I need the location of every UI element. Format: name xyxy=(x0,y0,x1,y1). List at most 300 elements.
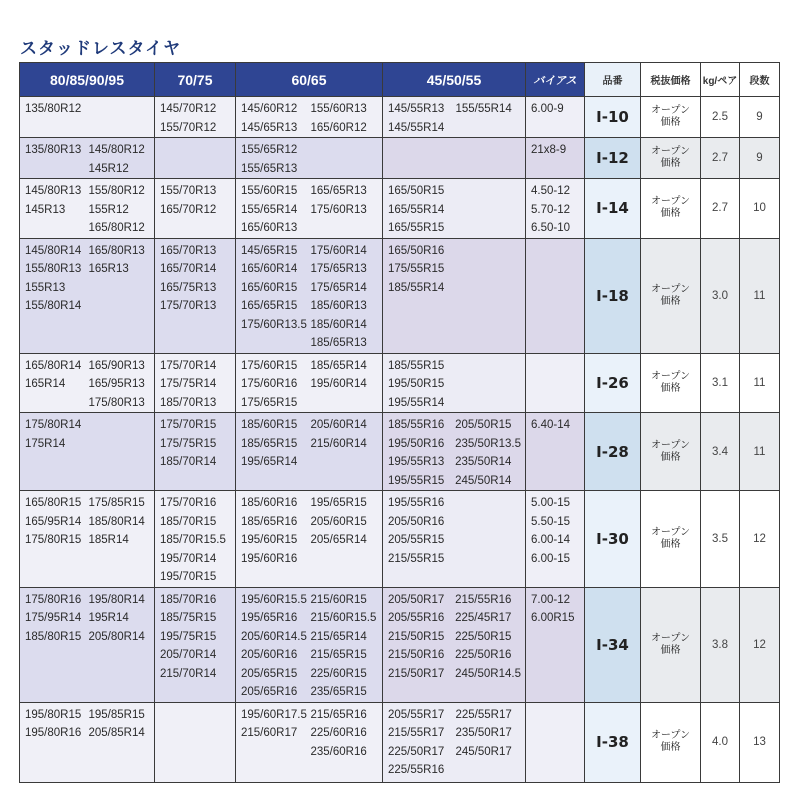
tire-size: 155/70R13 xyxy=(160,185,217,197)
tire-size: 215/50R17 xyxy=(388,667,445,680)
price-cell xyxy=(641,491,701,588)
tire-size: 145R13 xyxy=(25,203,66,216)
price-label: 価格 xyxy=(660,382,681,394)
tire-size: 205/60R14 xyxy=(310,419,367,431)
tire-size: 185/65R15 xyxy=(241,437,298,450)
header-price: 税抜価格 xyxy=(641,63,701,97)
tire-size: 145/65R15 xyxy=(241,244,298,257)
tire-size: 215/60R15.5 xyxy=(310,612,377,624)
tire-size: 165/60R15 xyxy=(241,281,298,294)
tire-size xyxy=(456,219,522,238)
tire-size: 165/90R13 xyxy=(88,359,145,372)
tire-size: 155/70R12 xyxy=(160,121,217,134)
tire-size: 225/50R17 xyxy=(388,745,445,758)
tire-size xyxy=(311,219,379,238)
tire-size: 225/60R16 xyxy=(310,727,367,739)
tire-size: 6.00-9 xyxy=(531,103,564,115)
cell-c80 xyxy=(20,491,155,588)
model-number: I-14 xyxy=(585,179,641,239)
tire-size: 5.00-15 xyxy=(531,497,571,509)
tire-size xyxy=(311,394,379,413)
tire-size: 235/50R17 xyxy=(455,727,512,739)
tire-size: 135/80R13 xyxy=(25,144,82,156)
table-row xyxy=(20,491,780,588)
tire-size: 185/65R13 xyxy=(310,337,367,349)
tire-size xyxy=(456,279,522,298)
tire-size xyxy=(25,394,87,413)
tire-size: 185/70R13 xyxy=(160,396,217,409)
tire-size: 175/55R15 xyxy=(388,263,445,275)
cell-c70 xyxy=(155,138,236,179)
cell-c60 xyxy=(236,238,383,353)
tire-size: 145/80R12 xyxy=(88,144,145,156)
tire-size: 165/95R13 xyxy=(88,378,145,390)
tire-size: 175/65R14 xyxy=(310,281,367,294)
tire-size: 5.70-12 xyxy=(531,203,571,216)
tire-size: 185/55R14 xyxy=(388,281,445,294)
steps-value: 10 xyxy=(740,179,780,239)
tire-size: 175/80R13 xyxy=(88,396,145,409)
tire-size: 165R14 xyxy=(25,378,66,390)
tire-size: 165/60R14 xyxy=(241,263,298,275)
tire-size xyxy=(241,334,309,353)
tire-size: 165/95R14 xyxy=(25,515,82,528)
cell-c70 xyxy=(155,702,236,782)
cell-c60 xyxy=(236,413,383,491)
tire-size: 205/85R14 xyxy=(88,727,145,739)
tire-size: 145/70R12 xyxy=(160,103,217,115)
price-open: オープン xyxy=(650,105,691,116)
tire-size: 195/60R14 xyxy=(310,378,367,390)
cell-c45 xyxy=(383,97,526,138)
tire-size: 155R12 xyxy=(88,203,129,216)
price-cell xyxy=(641,702,701,782)
tire-size xyxy=(89,100,151,119)
tire-size: 215/60R15 xyxy=(310,593,367,606)
tire-size: 175/75R15 xyxy=(160,437,217,450)
tire-size: 205/80R14 xyxy=(88,630,145,643)
weight-value: 4.0 xyxy=(701,702,740,782)
tire-size xyxy=(25,219,87,238)
weight-value: 2.7 xyxy=(701,138,740,179)
tire-size: 165/60R12 xyxy=(310,121,367,134)
cell-bias xyxy=(526,97,585,138)
tire-size xyxy=(456,531,522,550)
tire-size: 175/70R16 xyxy=(160,497,217,509)
tire-size: 165R13 xyxy=(88,263,129,275)
tire-size: 175/60R13.5 xyxy=(241,318,307,331)
tire-size: 195/50R16 xyxy=(388,437,445,450)
tire-size: 21x8-9 xyxy=(531,144,567,156)
tire-size: 185/55R15 xyxy=(388,359,445,372)
tire-size: 195/70R14 xyxy=(160,552,217,565)
tire-size: 205/50R16 xyxy=(388,515,445,528)
cell-c45 xyxy=(383,179,526,239)
header-row xyxy=(20,63,780,97)
tire-size: 6.40-14 xyxy=(531,419,571,431)
tire-size: 215/65R16 xyxy=(310,708,367,721)
cell-c70 xyxy=(155,413,236,491)
tire-size: 165/55R14 xyxy=(388,203,445,216)
tire-size: 175/60R16 xyxy=(241,378,298,390)
tire-size: 205/60R16 xyxy=(241,649,298,661)
header-80-85-90-95: 80/85/90/95 xyxy=(20,63,155,97)
model-number: I-26 xyxy=(585,353,641,413)
steps-value: 12 xyxy=(740,491,780,588)
header-45-50-55: 45/50/55 xyxy=(383,63,526,97)
cell-c45 xyxy=(383,491,526,588)
cell-c60 xyxy=(236,491,383,588)
price-open: オープン xyxy=(650,283,691,295)
tire-size: 155/65R12 xyxy=(241,144,298,156)
tire-size: 185/60R13 xyxy=(310,300,367,312)
table-row xyxy=(20,413,780,491)
tire-size: 215/65R15 xyxy=(310,649,367,661)
tire-size: 185/65R16 xyxy=(241,515,298,528)
tire-size: 195/80R15 xyxy=(25,708,82,721)
tire-size: 175/60R13 xyxy=(310,203,367,216)
tire-size: 165/50R15 xyxy=(388,185,445,197)
tire-size: 155/60R15 xyxy=(241,185,298,197)
tire-size: 185/70R14 xyxy=(160,456,217,468)
tire-size: 175/80R15 xyxy=(25,534,82,546)
steps-value: 11 xyxy=(740,353,780,413)
cell-c45 xyxy=(383,238,526,353)
tire-size: 175R14 xyxy=(25,437,66,450)
tire-size: 175/80R16 xyxy=(25,593,82,606)
tire-size: 165/70R14 xyxy=(160,263,217,275)
price-cell xyxy=(641,413,701,491)
tire-chain-size-table xyxy=(19,62,780,783)
table-row xyxy=(20,587,780,702)
cell-c45 xyxy=(383,702,526,782)
cell-c45 xyxy=(383,413,526,491)
tire-size: 225/60R15 xyxy=(310,667,367,680)
cell-bias xyxy=(526,179,585,239)
tire-size: 195/60R15 xyxy=(241,534,298,546)
weight-value: 3.8 xyxy=(701,587,740,702)
tire-size: 195/65R14 xyxy=(241,456,298,468)
tire-size xyxy=(311,453,379,472)
tire-size: 195/70R15 xyxy=(160,571,217,583)
price-open: オープン xyxy=(650,730,691,741)
cell-c60 xyxy=(236,353,383,413)
cell-c70 xyxy=(155,238,236,353)
header-60-65: 60/65 xyxy=(236,63,383,97)
tire-size xyxy=(25,160,87,179)
tire-size: 205/55R16 xyxy=(388,612,445,624)
tire-size xyxy=(456,394,522,413)
cell-bias xyxy=(526,138,585,179)
tire-size: 175/80R14 xyxy=(25,419,82,431)
tire-size: 195/55R15 xyxy=(388,474,445,487)
tire-size: 185/70R15.5 xyxy=(160,534,226,546)
tire-size: 185/80R15 xyxy=(25,630,82,643)
cell-c60 xyxy=(236,179,383,239)
weight-value: 2.5 xyxy=(701,97,740,138)
tire-size: 185/65R14 xyxy=(310,359,367,372)
price-cell xyxy=(641,587,701,702)
tire-size: 145/55R14 xyxy=(388,121,445,134)
price-open: オープン xyxy=(650,632,691,644)
cell-c70 xyxy=(155,179,236,239)
tire-size: 195/65R16 xyxy=(241,612,298,624)
tire-size: 205/50R17 xyxy=(388,593,445,606)
tire-size xyxy=(456,513,522,532)
tire-size: 225/50R15 xyxy=(455,630,512,643)
tire-size: 195/55R14 xyxy=(388,396,445,409)
tire-size: 145/60R12 xyxy=(241,103,298,115)
tire-size: 195R14 xyxy=(88,612,129,624)
tire-size: 155/80R14 xyxy=(25,300,82,312)
tire-size: 205/60R15 xyxy=(310,515,367,528)
tire-size: 175/70R15 xyxy=(160,419,217,431)
cell-c80 xyxy=(20,413,155,491)
header-model-number: 品番 xyxy=(585,63,641,97)
tire-size xyxy=(89,435,151,454)
cell-c80 xyxy=(20,702,155,782)
tire-size: 215/65R14 xyxy=(310,630,367,643)
cell-c60 xyxy=(236,138,383,179)
model-number: I-34 xyxy=(585,587,641,702)
tire-size xyxy=(456,550,522,569)
price-label: 価格 xyxy=(660,644,681,656)
steps-value: 12 xyxy=(740,587,780,702)
model-number: I-18 xyxy=(585,238,641,353)
tire-size: 205/60R14.5 xyxy=(241,630,307,643)
weight-value: 3.4 xyxy=(701,413,740,491)
cell-c60 xyxy=(236,702,383,782)
model-number: I-12 xyxy=(585,138,641,179)
tire-size: 175/60R14 xyxy=(310,244,367,257)
tire-size: 185/75R15 xyxy=(160,612,217,624)
tire-size: 215/60R17 xyxy=(241,727,298,739)
tire-size xyxy=(456,494,522,513)
tire-size: 235/50R14 xyxy=(455,456,512,468)
tire-size: 215/50R15 xyxy=(388,630,445,643)
table-row xyxy=(20,353,780,413)
tire-size: 195/80R16 xyxy=(25,727,82,739)
tire-size: 165/70R13 xyxy=(160,244,217,257)
model-number: I-38 xyxy=(585,702,641,782)
tire-size: 235/60R16 xyxy=(310,745,367,758)
steps-value: 11 xyxy=(740,238,780,353)
tire-size: 215/70R14 xyxy=(160,667,217,680)
model-number: I-10 xyxy=(585,97,641,138)
tire-size: 225/55R17 xyxy=(455,708,512,721)
tire-size: 185/80R14 xyxy=(88,515,145,528)
model-number: I-30 xyxy=(585,491,641,588)
tire-size: 155/65R13 xyxy=(241,162,298,175)
cell-c80 xyxy=(20,97,155,138)
tire-size: 205/65R15 xyxy=(241,667,298,680)
tire-size: 215/60R14 xyxy=(310,437,367,450)
tire-size xyxy=(456,375,522,394)
table-row xyxy=(20,97,780,138)
tire-size: 145/55R13 xyxy=(388,103,445,115)
tire-size xyxy=(241,743,309,762)
cell-c70 xyxy=(155,491,236,588)
tire-size: 195/75R15 xyxy=(160,630,217,643)
tire-size: 235/50R13.5 xyxy=(455,437,521,450)
tire-size: 205/65R14 xyxy=(310,534,367,546)
tire-size: 175/70R14 xyxy=(160,359,217,372)
tire-size: 205/65R16 xyxy=(241,686,298,698)
tire-size: 6.00R15 xyxy=(531,612,575,624)
tire-size: 155/60R13 xyxy=(310,103,367,115)
price-label: 価格 xyxy=(660,538,681,550)
page-title: スタッドレスタイヤ xyxy=(20,39,182,59)
cell-bias xyxy=(526,413,585,491)
tire-size: 205/50R15 xyxy=(455,419,512,431)
price-label: 価格 xyxy=(660,742,681,753)
header-steps: 段数 xyxy=(740,63,780,97)
tire-size: 155/55R14 xyxy=(455,103,512,115)
steps-value: 9 xyxy=(740,138,780,179)
tire-size: 185/70R15 xyxy=(160,515,217,528)
price-open: オープン xyxy=(650,196,691,208)
tire-size: 215/55R17 xyxy=(388,727,445,739)
cell-c45 xyxy=(383,138,526,179)
tire-size xyxy=(456,201,522,220)
price-cell xyxy=(641,97,701,138)
tire-size: 185/60R16 xyxy=(241,497,298,509)
cell-c80 xyxy=(20,238,155,353)
tire-size: 175/70R13 xyxy=(160,300,217,312)
tire-size: 5.50-15 xyxy=(531,515,571,528)
cell-c80 xyxy=(20,587,155,702)
tire-size: 145/80R13 xyxy=(25,185,82,197)
tire-size: 165/80R12 xyxy=(88,222,145,234)
tire-size xyxy=(311,160,379,179)
table-row xyxy=(20,238,780,353)
header-weight: kg/ペア xyxy=(701,63,740,97)
tire-size xyxy=(311,141,379,160)
steps-value: 13 xyxy=(740,702,780,782)
cell-bias xyxy=(526,491,585,588)
tire-size: 175/65R13 xyxy=(310,263,367,275)
price-label: 価格 xyxy=(660,117,681,128)
table-row xyxy=(20,179,780,239)
tire-size xyxy=(89,297,151,316)
tire-size: 155/80R12 xyxy=(88,185,145,197)
tire-size: 225/50R16 xyxy=(455,649,512,661)
tire-size: 6.00-14 xyxy=(531,534,571,546)
table-row xyxy=(20,702,780,782)
tire-size: 225/55R16 xyxy=(388,764,445,776)
weight-value: 3.5 xyxy=(701,491,740,588)
tire-size: 235/65R15 xyxy=(310,686,367,698)
model-number: I-28 xyxy=(585,413,641,491)
price-label: 価格 xyxy=(660,208,681,220)
tire-size: 155/65R14 xyxy=(241,203,298,216)
tire-size: 215/55R15 xyxy=(388,552,445,565)
cell-c70 xyxy=(155,587,236,702)
tire-size: 185/60R15 xyxy=(241,419,298,431)
price-open: オープン xyxy=(650,439,691,451)
cell-c70 xyxy=(155,97,236,138)
steps-value: 11 xyxy=(740,413,780,491)
tire-size xyxy=(311,550,379,569)
tire-size: 145/80R14 xyxy=(25,244,82,257)
cell-bias xyxy=(526,238,585,353)
tire-size xyxy=(89,416,151,435)
price-label: 価格 xyxy=(660,158,681,169)
price-cell xyxy=(641,138,701,179)
header-bias: バイアス xyxy=(526,63,585,97)
cell-c80 xyxy=(20,353,155,413)
tire-size: 175/75R14 xyxy=(160,378,217,390)
weight-value: 3.0 xyxy=(701,238,740,353)
tire-size: 145R12 xyxy=(88,162,129,175)
tire-size xyxy=(89,279,151,298)
tire-size: 165/70R12 xyxy=(160,203,217,216)
cell-c70 xyxy=(155,353,236,413)
steps-value: 9 xyxy=(740,97,780,138)
tire-size: 165/75R13 xyxy=(160,281,217,294)
tire-size xyxy=(456,242,522,261)
cell-c60 xyxy=(236,97,383,138)
tire-size: 165/50R16 xyxy=(388,244,445,257)
tire-size: 195/60R17.5 xyxy=(241,708,307,721)
price-cell xyxy=(641,353,701,413)
tire-size xyxy=(456,260,522,279)
tire-size: 165/65R15 xyxy=(241,300,298,312)
cell-c80 xyxy=(20,179,155,239)
tire-size: 175/95R14 xyxy=(25,612,82,624)
tire-size: 4.50-12 xyxy=(531,185,571,197)
tire-size: 7.00-12 xyxy=(531,593,571,606)
tire-size: 145/65R13 xyxy=(241,121,298,134)
tire-size: 195/80R14 xyxy=(88,593,145,606)
price-label: 価格 xyxy=(660,451,681,463)
price-open: オープン xyxy=(650,146,691,157)
tire-size: 175/60R15 xyxy=(241,359,298,372)
tire-size: 195/50R15 xyxy=(388,378,445,390)
tire-size: 245/50R14 xyxy=(455,474,512,487)
tire-size: 175/65R15 xyxy=(241,396,298,409)
weight-value: 3.1 xyxy=(701,353,740,413)
weight-value: 2.7 xyxy=(701,179,740,239)
tire-size: 245/50R14.5 xyxy=(455,667,521,680)
tire-size: 155/80R13 xyxy=(25,263,82,275)
price-cell xyxy=(641,238,701,353)
tire-size: 215/50R16 xyxy=(388,649,445,661)
cell-c60 xyxy=(236,587,383,702)
tire-size: 165/60R13 xyxy=(241,222,298,234)
tire-size xyxy=(456,761,522,780)
table-row xyxy=(20,138,780,179)
tire-size: 135/80R12 xyxy=(25,103,82,115)
header-70-75: 70/75 xyxy=(155,63,236,97)
tire-size: 185R14 xyxy=(88,534,129,546)
tire-size: 185/55R16 xyxy=(388,419,445,431)
tire-size: 195/65R15 xyxy=(310,497,367,509)
tire-size: 195/85R15 xyxy=(88,708,145,721)
tire-size: 165/80R13 xyxy=(88,244,145,257)
tire-size xyxy=(456,357,522,376)
price-open: オープン xyxy=(650,370,691,382)
tire-size: 6.50-10 xyxy=(531,222,571,234)
tire-size: 165/55R15 xyxy=(388,222,445,234)
tire-size: 155R13 xyxy=(25,281,66,294)
tire-size: 195/55R13 xyxy=(388,456,445,468)
tire-size: 215/55R16 xyxy=(455,593,512,606)
tire-size xyxy=(456,119,522,138)
cell-bias xyxy=(526,353,585,413)
tire-size: 195/60R15.5 xyxy=(241,593,307,606)
cell-bias xyxy=(526,587,585,702)
